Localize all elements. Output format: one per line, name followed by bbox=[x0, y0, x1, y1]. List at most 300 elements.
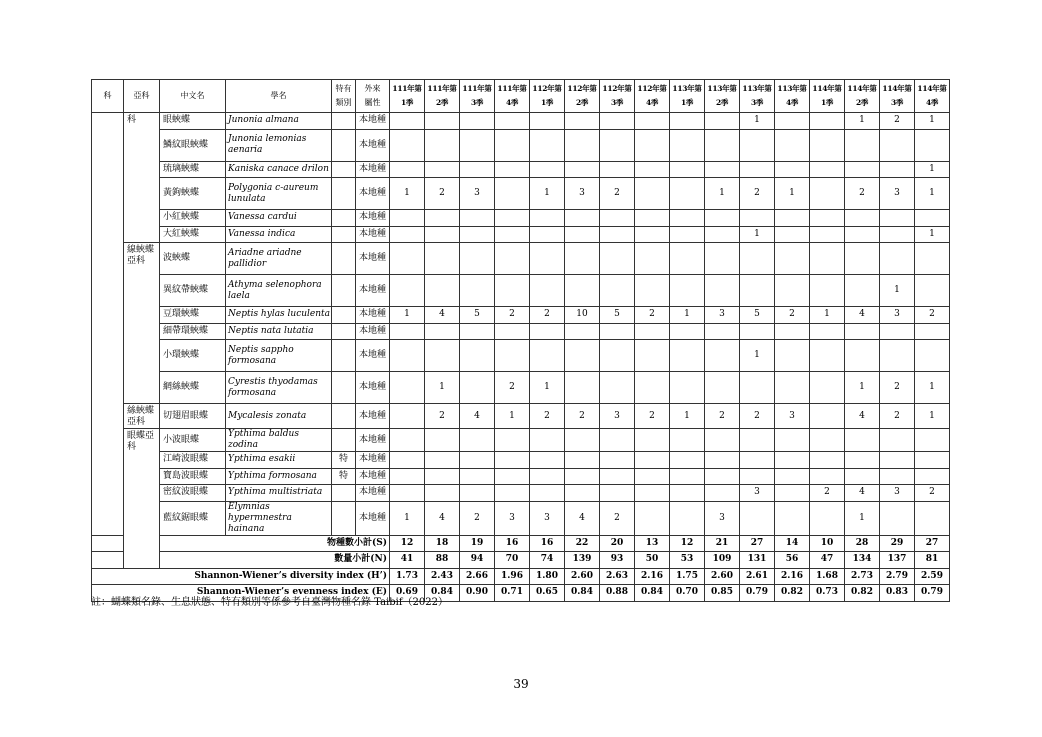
count-cell bbox=[425, 113, 460, 130]
header-scientific-name: 學名 bbox=[226, 80, 332, 113]
count-cell bbox=[530, 340, 565, 372]
chinese-name-cell: 密紋波眼蝶 bbox=[160, 485, 226, 502]
header-season: 114年第 4季 bbox=[915, 80, 950, 113]
table-row bbox=[92, 129, 950, 161]
count-cell bbox=[530, 429, 565, 452]
scientific-name-cell: Ypthima esakii bbox=[226, 452, 332, 469]
count-cell bbox=[635, 129, 670, 161]
count-cell bbox=[775, 452, 810, 469]
count-cell bbox=[915, 275, 950, 307]
count-cell bbox=[705, 161, 740, 178]
count-cell bbox=[670, 178, 705, 210]
count-cell bbox=[460, 372, 495, 404]
count-cell bbox=[705, 113, 740, 130]
chinese-name-cell: 小波眼蝶 bbox=[160, 429, 226, 452]
butterfly-survey-table bbox=[91, 79, 950, 602]
count-cell bbox=[705, 129, 740, 161]
header-season: 112年第 4季 bbox=[635, 80, 670, 113]
count-cell bbox=[390, 243, 425, 275]
summary-value: 12 bbox=[670, 535, 705, 552]
count-cell bbox=[460, 129, 495, 161]
endemic-cell bbox=[332, 485, 356, 502]
count-cell bbox=[880, 210, 915, 227]
count-cell: 1 bbox=[845, 113, 880, 130]
summary-row bbox=[92, 535, 950, 552]
count-cell bbox=[425, 452, 460, 469]
count-cell: 2 bbox=[495, 372, 530, 404]
count-cell bbox=[460, 429, 495, 452]
count-cell bbox=[495, 485, 530, 502]
scientific-name-cell: Polygonia c-aureum lunulata bbox=[226, 178, 332, 210]
count-cell: 1 bbox=[530, 372, 565, 404]
count-cell bbox=[915, 501, 950, 535]
summary-value: 70 bbox=[495, 552, 530, 569]
count-cell: 3 bbox=[775, 404, 810, 429]
count-cell: 2 bbox=[810, 485, 845, 502]
summary-value: 2.61 bbox=[740, 568, 775, 585]
scientific-name-cell: Ypthima baldus zodina bbox=[226, 429, 332, 452]
count-cell bbox=[600, 243, 635, 275]
count-cell bbox=[845, 210, 880, 227]
count-cell bbox=[425, 210, 460, 227]
count-cell: 1 bbox=[670, 307, 705, 324]
count-cell bbox=[810, 501, 845, 535]
count-cell bbox=[460, 226, 495, 243]
scientific-name-cell: Ariadne ariadne pallidior bbox=[226, 243, 332, 275]
count-cell bbox=[600, 226, 635, 243]
count-cell bbox=[635, 226, 670, 243]
count-cell: 3 bbox=[705, 307, 740, 324]
summary-value: 0.82 bbox=[775, 585, 810, 602]
count-cell bbox=[600, 485, 635, 502]
alien-attribute-cell: 本地種 bbox=[356, 307, 390, 324]
count-cell bbox=[880, 501, 915, 535]
count-cell bbox=[530, 243, 565, 275]
count-cell bbox=[460, 323, 495, 340]
summary-value: 0.90 bbox=[460, 585, 495, 602]
count-cell bbox=[915, 340, 950, 372]
count-cell: 2 bbox=[880, 372, 915, 404]
count-cell bbox=[460, 275, 495, 307]
count-cell bbox=[810, 429, 845, 452]
count-cell: 3 bbox=[495, 501, 530, 535]
summary-value: 0.69 bbox=[390, 585, 425, 602]
count-cell bbox=[775, 210, 810, 227]
count-cell bbox=[810, 404, 845, 429]
count-cell: 1 bbox=[915, 161, 950, 178]
count-cell: 1 bbox=[915, 178, 950, 210]
count-cell bbox=[530, 452, 565, 469]
scientific-name-cell: Mycalesis zonata bbox=[226, 404, 332, 429]
count-cell: 2 bbox=[880, 113, 915, 130]
count-cell: 2 bbox=[565, 404, 600, 429]
chinese-name-cell: 波蛺蝶 bbox=[160, 243, 226, 275]
endemic-cell bbox=[332, 429, 356, 452]
count-cell: 1 bbox=[390, 501, 425, 535]
scientific-name-cell: Elymnias hypermnestra hainana bbox=[226, 501, 332, 535]
count-cell bbox=[705, 485, 740, 502]
count-cell bbox=[460, 468, 495, 485]
summary-value: 0.83 bbox=[880, 585, 915, 602]
count-cell bbox=[670, 129, 705, 161]
summary-value: 27 bbox=[915, 535, 950, 552]
alien-attribute-cell: 本地種 bbox=[356, 113, 390, 130]
summary-value: 1.73 bbox=[390, 568, 425, 585]
count-cell: 2 bbox=[880, 404, 915, 429]
summary-value: 134 bbox=[845, 552, 880, 569]
species-table-container bbox=[91, 79, 950, 602]
count-cell bbox=[635, 452, 670, 469]
chinese-name-cell: 小環蛺蝶 bbox=[160, 340, 226, 372]
count-cell bbox=[775, 468, 810, 485]
summary-value: 1.68 bbox=[810, 568, 845, 585]
count-cell: 2 bbox=[530, 307, 565, 324]
count-cell bbox=[495, 429, 530, 452]
count-cell bbox=[810, 452, 845, 469]
count-cell bbox=[530, 485, 565, 502]
count-cell bbox=[775, 161, 810, 178]
count-cell bbox=[705, 210, 740, 227]
count-cell: 1 bbox=[775, 178, 810, 210]
scientific-name-cell: Vanessa indica bbox=[226, 226, 332, 243]
scientific-name-cell: Ypthima formosana bbox=[226, 468, 332, 485]
count-cell bbox=[600, 340, 635, 372]
header-season: 111年第 1季 bbox=[390, 80, 425, 113]
table-row bbox=[92, 161, 950, 178]
count-cell bbox=[845, 226, 880, 243]
count-cell: 1 bbox=[740, 113, 775, 130]
endemic-cell bbox=[332, 340, 356, 372]
summary-value: 20 bbox=[600, 535, 635, 552]
summary-value: 2.60 bbox=[705, 568, 740, 585]
count-cell bbox=[670, 113, 705, 130]
summary-value: 10 bbox=[810, 535, 845, 552]
summary-value: 0.84 bbox=[565, 585, 600, 602]
count-cell bbox=[600, 468, 635, 485]
header-subfamily: 亞科 bbox=[124, 80, 160, 113]
family-cell bbox=[92, 113, 124, 536]
count-cell: 1 bbox=[915, 113, 950, 130]
count-cell bbox=[390, 161, 425, 178]
count-cell: 3 bbox=[880, 178, 915, 210]
alien-attribute-cell: 本地種 bbox=[356, 275, 390, 307]
summary-value: 19 bbox=[460, 535, 495, 552]
page-number: 39 bbox=[513, 677, 529, 691]
count-cell bbox=[425, 429, 460, 452]
chinese-name-cell: 藍紋鋸眼蝶 bbox=[160, 501, 226, 535]
summary-label: 數量小計(N) bbox=[92, 552, 390, 569]
summary-value: 1.96 bbox=[495, 568, 530, 585]
count-cell: 1 bbox=[880, 275, 915, 307]
summary-value: 0.65 bbox=[530, 585, 565, 602]
count-cell bbox=[740, 275, 775, 307]
chinese-name-cell: 寶島波眼蝶 bbox=[160, 468, 226, 485]
count-cell: 3 bbox=[880, 307, 915, 324]
summary-value: 27 bbox=[740, 535, 775, 552]
count-cell bbox=[495, 275, 530, 307]
count-cell bbox=[705, 323, 740, 340]
count-cell bbox=[740, 210, 775, 227]
count-cell bbox=[845, 129, 880, 161]
count-cell: 2 bbox=[460, 501, 495, 535]
count-cell: 1 bbox=[425, 372, 460, 404]
table-row bbox=[92, 468, 950, 485]
summary-value: 0.73 bbox=[810, 585, 845, 602]
count-cell bbox=[880, 452, 915, 469]
chinese-name-cell: 切翅眉眼蝶 bbox=[160, 404, 226, 429]
table-row bbox=[92, 452, 950, 469]
summary-value: 0.85 bbox=[705, 585, 740, 602]
count-cell: 2 bbox=[530, 404, 565, 429]
count-cell bbox=[670, 323, 705, 340]
header-season: 114年第 3季 bbox=[880, 80, 915, 113]
count-cell: 2 bbox=[705, 404, 740, 429]
count-cell bbox=[565, 452, 600, 469]
header-season: 114年第 2季 bbox=[845, 80, 880, 113]
header-season: 113年第 1季 bbox=[670, 80, 705, 113]
chinese-name-cell: 細帶環蛺蝶 bbox=[160, 323, 226, 340]
count-cell bbox=[495, 243, 530, 275]
count-cell: 3 bbox=[740, 485, 775, 502]
count-cell bbox=[810, 372, 845, 404]
count-cell bbox=[390, 210, 425, 227]
scientific-name-cell: Neptis sappho formosana bbox=[226, 340, 332, 372]
count-cell bbox=[880, 468, 915, 485]
count-cell bbox=[495, 129, 530, 161]
count-cell bbox=[390, 452, 425, 469]
alien-attribute-cell: 本地種 bbox=[356, 485, 390, 502]
summary-value: 0.84 bbox=[425, 585, 460, 602]
summary-value: 0.79 bbox=[915, 585, 950, 602]
count-cell bbox=[880, 129, 915, 161]
count-cell bbox=[740, 429, 775, 452]
summary-label: Shannon-Wiener’s diversity index (H’) bbox=[92, 568, 390, 585]
count-cell: 1 bbox=[845, 372, 880, 404]
count-cell: 2 bbox=[740, 178, 775, 210]
alien-attribute-cell: 本地種 bbox=[356, 323, 390, 340]
count-cell bbox=[915, 323, 950, 340]
count-cell bbox=[600, 113, 635, 130]
count-cell bbox=[530, 161, 565, 178]
summary-value: 0.71 bbox=[495, 585, 530, 602]
summary-value: 0.88 bbox=[600, 585, 635, 602]
header-season: 113年第 3季 bbox=[740, 80, 775, 113]
header-endemic-class: 特有 類別 bbox=[332, 80, 356, 113]
count-cell bbox=[635, 161, 670, 178]
count-cell bbox=[425, 323, 460, 340]
table-row bbox=[92, 485, 950, 502]
count-cell: 4 bbox=[425, 307, 460, 324]
alien-attribute-cell: 本地種 bbox=[356, 129, 390, 161]
endemic-cell bbox=[332, 210, 356, 227]
summary-value: 2.59 bbox=[915, 568, 950, 585]
count-cell bbox=[915, 429, 950, 452]
summary-value: 137 bbox=[880, 552, 915, 569]
count-cell bbox=[425, 340, 460, 372]
count-cell bbox=[600, 429, 635, 452]
count-cell bbox=[600, 129, 635, 161]
count-cell bbox=[600, 323, 635, 340]
summary-label: 物種數小計(S) bbox=[92, 535, 390, 552]
count-cell: 2 bbox=[600, 501, 635, 535]
count-cell: 3 bbox=[460, 178, 495, 210]
chinese-name-cell: 小紅蛺蝶 bbox=[160, 210, 226, 227]
count-cell bbox=[810, 161, 845, 178]
count-cell bbox=[845, 429, 880, 452]
count-cell bbox=[705, 275, 740, 307]
count-cell bbox=[635, 113, 670, 130]
count-cell bbox=[670, 468, 705, 485]
alien-attribute-cell: 本地種 bbox=[356, 468, 390, 485]
scientific-name-cell: Neptis hylas luculenta bbox=[226, 307, 332, 324]
count-cell bbox=[705, 452, 740, 469]
count-cell bbox=[880, 340, 915, 372]
summary-value: 109 bbox=[705, 552, 740, 569]
count-cell bbox=[390, 275, 425, 307]
count-cell: 1 bbox=[390, 178, 425, 210]
count-cell: 4 bbox=[845, 307, 880, 324]
table-row bbox=[92, 372, 950, 404]
count-cell bbox=[460, 161, 495, 178]
chinese-name-cell: 鱗紋眼蛺蝶 bbox=[160, 129, 226, 161]
count-cell bbox=[390, 113, 425, 130]
count-cell: 1 bbox=[495, 404, 530, 429]
scientific-name-cell: Junonia almana bbox=[226, 113, 332, 130]
summary-value: 2.43 bbox=[425, 568, 460, 585]
header-season: 111年第 3季 bbox=[460, 80, 495, 113]
count-cell bbox=[670, 372, 705, 404]
endemic-cell bbox=[332, 226, 356, 243]
summary-value: 29 bbox=[880, 535, 915, 552]
endemic-cell: 特 bbox=[332, 468, 356, 485]
summary-value: 0.84 bbox=[635, 585, 670, 602]
count-cell: 4 bbox=[425, 501, 460, 535]
count-cell: 1 bbox=[390, 307, 425, 324]
alien-attribute-cell: 本地種 bbox=[356, 429, 390, 452]
count-cell: 4 bbox=[565, 501, 600, 535]
count-cell bbox=[495, 226, 530, 243]
count-cell bbox=[600, 161, 635, 178]
count-cell bbox=[460, 210, 495, 227]
count-cell: 3 bbox=[600, 404, 635, 429]
count-cell bbox=[390, 372, 425, 404]
summary-value: 2.63 bbox=[600, 568, 635, 585]
header-season: 113年第 4季 bbox=[775, 80, 810, 113]
count-cell bbox=[670, 340, 705, 372]
summary-value: 21 bbox=[705, 535, 740, 552]
count-cell bbox=[740, 452, 775, 469]
summary-value: 131 bbox=[740, 552, 775, 569]
count-cell bbox=[810, 340, 845, 372]
count-cell: 2 bbox=[635, 404, 670, 429]
alien-attribute-cell: 本地種 bbox=[356, 340, 390, 372]
count-cell bbox=[390, 129, 425, 161]
alien-attribute-cell: 本地種 bbox=[356, 243, 390, 275]
scientific-name-cell: Vanessa cardui bbox=[226, 210, 332, 227]
count-cell bbox=[775, 243, 810, 275]
count-cell: 3 bbox=[565, 178, 600, 210]
count-cell bbox=[390, 340, 425, 372]
subfamily-cell: 眼蝶亞 科 bbox=[124, 429, 160, 569]
summary-value: 2.16 bbox=[635, 568, 670, 585]
table-row bbox=[92, 340, 950, 372]
count-cell: 1 bbox=[740, 340, 775, 372]
count-cell bbox=[775, 340, 810, 372]
summary-value: 139 bbox=[565, 552, 600, 569]
alien-attribute-cell: 本地種 bbox=[356, 452, 390, 469]
scientific-name-cell: Ypthima multistriata bbox=[226, 485, 332, 502]
summary-value: 1.75 bbox=[670, 568, 705, 585]
alien-attribute-cell: 本地種 bbox=[356, 161, 390, 178]
count-cell bbox=[775, 113, 810, 130]
alien-attribute-cell: 本地種 bbox=[356, 501, 390, 535]
summary-value: 0.70 bbox=[670, 585, 705, 602]
count-cell: 1 bbox=[915, 226, 950, 243]
summary-value: 41 bbox=[390, 552, 425, 569]
count-cell bbox=[880, 243, 915, 275]
count-cell bbox=[600, 275, 635, 307]
scientific-name-cell: Neptis nata lutatia bbox=[226, 323, 332, 340]
alien-attribute-cell: 本地種 bbox=[356, 404, 390, 429]
endemic-cell bbox=[332, 501, 356, 535]
summary-value: 74 bbox=[530, 552, 565, 569]
count-cell bbox=[565, 340, 600, 372]
count-cell bbox=[880, 323, 915, 340]
count-cell bbox=[530, 113, 565, 130]
count-cell bbox=[810, 275, 845, 307]
count-cell bbox=[775, 226, 810, 243]
subfamily-cell: 線蛺蝶 亞科 bbox=[124, 243, 160, 404]
table-row bbox=[92, 501, 950, 535]
count-cell bbox=[565, 429, 600, 452]
count-cell bbox=[425, 161, 460, 178]
count-cell: 2 bbox=[635, 307, 670, 324]
header-season: 112年第 2季 bbox=[565, 80, 600, 113]
count-cell bbox=[390, 485, 425, 502]
summary-value: 2.66 bbox=[460, 568, 495, 585]
header-season: 114年第 1季 bbox=[810, 80, 845, 113]
summary-value: 22 bbox=[565, 535, 600, 552]
count-cell bbox=[915, 468, 950, 485]
count-cell bbox=[705, 226, 740, 243]
count-cell: 1 bbox=[915, 372, 950, 404]
count-cell: 2 bbox=[425, 404, 460, 429]
count-cell: 4 bbox=[845, 404, 880, 429]
summary-value: 1.80 bbox=[530, 568, 565, 585]
count-cell bbox=[425, 129, 460, 161]
subfamily-cell: 科 bbox=[124, 113, 160, 243]
count-cell bbox=[810, 113, 845, 130]
count-cell: 2 bbox=[775, 307, 810, 324]
count-cell bbox=[775, 275, 810, 307]
count-cell bbox=[810, 226, 845, 243]
summary-value: 13 bbox=[635, 535, 670, 552]
endemic-cell bbox=[332, 372, 356, 404]
scientific-name-cell: Kaniska canace drilon bbox=[226, 161, 332, 178]
count-cell bbox=[635, 210, 670, 227]
table-row bbox=[92, 323, 950, 340]
count-cell: 5 bbox=[460, 307, 495, 324]
header-season: 111年第 4季 bbox=[495, 80, 530, 113]
count-cell bbox=[810, 178, 845, 210]
chinese-name-cell: 眼蛺蝶 bbox=[160, 113, 226, 130]
count-cell bbox=[845, 275, 880, 307]
table-row bbox=[92, 178, 950, 210]
alien-attribute-cell: 本地種 bbox=[356, 210, 390, 227]
count-cell bbox=[425, 275, 460, 307]
count-cell bbox=[530, 275, 565, 307]
count-cell bbox=[425, 485, 460, 502]
